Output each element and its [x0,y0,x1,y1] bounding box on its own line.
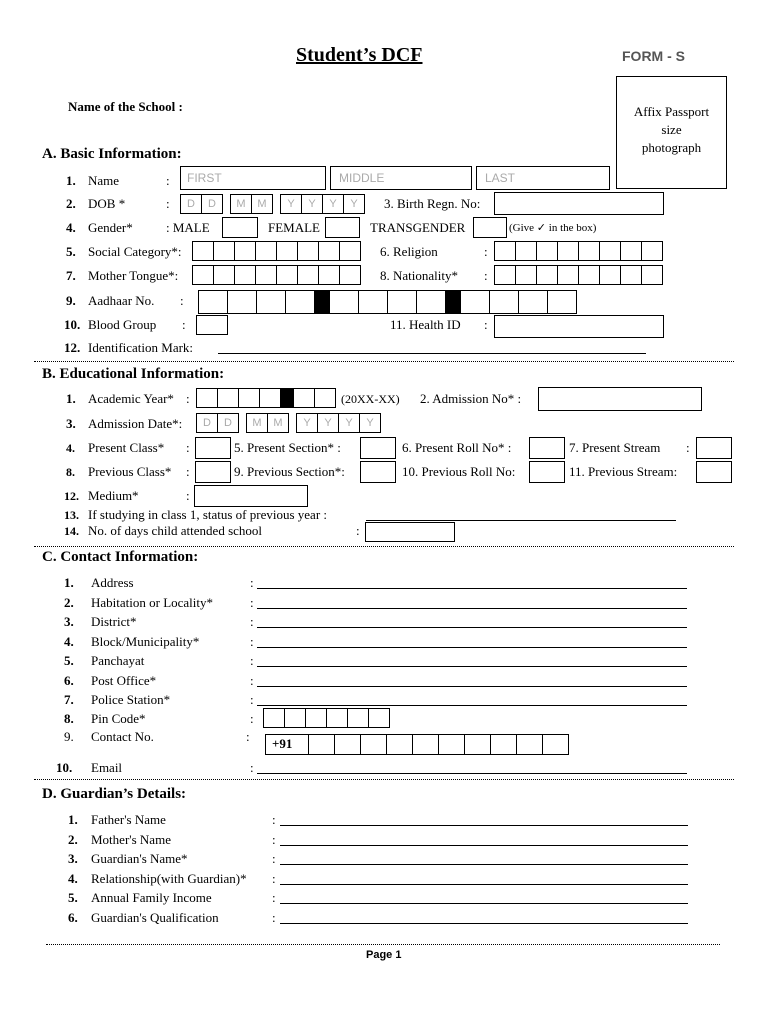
entry-cell[interactable] [326,708,348,728]
section-divider [34,361,734,362]
colon: : [272,871,276,886]
entry-cell[interactable] [276,265,298,285]
previous-class-input[interactable] [195,461,231,483]
colon: : [250,653,254,668]
entry-cell[interactable] [192,265,214,285]
dob-cell[interactable]: Y [343,194,365,214]
school-name-input[interactable] [215,96,595,116]
contact-input-line[interactable] [257,773,687,774]
previous-stream-input[interactable] [696,461,732,483]
entry-cell[interactable] [227,290,257,314]
guardian-input-line[interactable] [280,903,688,904]
male-label: : MALE [166,220,210,235]
contact-no-cells[interactable] [308,734,569,755]
item-number: 12. [64,489,79,503]
name-label: Name [88,173,120,188]
entry-cell[interactable] [536,241,558,261]
contact-label: Post Office* [91,673,157,688]
present-section-input[interactable] [360,437,396,459]
entry-cell[interactable] [255,265,277,285]
colon: : [356,523,360,538]
blood-group-input[interactable] [196,315,228,335]
entry-cell[interactable] [557,241,579,261]
contact-label: Police Station* [91,692,171,707]
colon: : [182,317,186,332]
colon: : [180,293,184,308]
item-number: 7. [66,268,76,283]
medium-input[interactable] [194,485,308,507]
present-class-label: Present Class* [88,440,165,455]
previous-section-label: 9. Previous Section*: [234,464,345,479]
item-number: 10. [64,317,81,332]
entry-cell[interactable] [536,265,558,285]
entry-cell[interactable] [234,265,256,285]
colon: : [272,832,276,847]
entry-cell[interactable] [276,241,298,261]
item-number: 3. [68,851,78,866]
item-number: 3. [66,416,76,431]
colon: : [250,634,254,649]
last-name-field[interactable] [476,166,610,190]
guardian-label: Father's Name [91,812,166,827]
religion-cells[interactable] [494,241,663,261]
contact-label: Email [91,760,123,775]
entry-cell[interactable] [599,241,621,261]
item-number: 10. [56,760,73,775]
colon: : [250,595,254,610]
entry-cell[interactable] [438,734,465,755]
class1-status-line[interactable] [366,520,676,521]
entry-cell[interactable] [599,265,621,285]
contact-input-line[interactable] [257,666,687,667]
colon: : [484,268,488,283]
entry-cell[interactable] [297,241,319,261]
entry-cell[interactable] [358,290,388,314]
entry-cell[interactable] [578,241,600,261]
item-number: 2. [66,196,76,211]
date-cell[interactable]: Y [359,413,381,433]
health-id-input[interactable] [494,315,664,338]
guardian-label: Guardian's Name* [91,851,188,866]
previous-class-label: Previous Class* [88,464,172,479]
entry-cell[interactable] [285,290,315,314]
pin-code-cells[interactable] [263,708,390,728]
admission-date-label: Admission Date*: [88,416,183,431]
entry-cell[interactable] [234,241,256,261]
colon: : [250,673,254,688]
entry-cell[interactable] [641,241,663,261]
item-number: 13. [64,508,79,522]
gender-label: Gender* [88,220,133,235]
entry-cell[interactable] [360,734,387,755]
section-divider [34,546,734,547]
entry-cell[interactable] [318,241,340,261]
previous-stream-label: 11. Previous Stream: [569,464,678,479]
health-id-label: 11. Health ID [390,317,461,332]
date-cell[interactable]: Y [338,413,360,433]
last-placeholder: LAST [485,171,516,185]
academic-year-format: (20XX-XX) [341,392,400,406]
female-checkbox[interactable] [325,217,360,238]
date-cell[interactable]: Y [296,413,318,433]
entry-cell[interactable] [339,265,361,285]
school-name-label: Name of the School : [68,99,183,114]
contact-label: Contact No. [91,729,154,744]
entry-cell[interactable] [318,265,340,285]
middle-placeholder: MIDDLE [339,171,385,185]
entry-cell[interactable] [368,708,390,728]
dob-day-cells[interactable] [180,194,223,214]
contact-input-line[interactable] [257,686,687,687]
entry-cell[interactable] [641,265,663,285]
item-number: 1. [64,575,74,590]
item-number: 4. [66,220,76,235]
section-b-heading: B. Educational Information: [42,366,225,382]
entry-cell[interactable] [518,290,548,314]
dob-month-cells[interactable] [230,194,273,214]
guardian-input-line[interactable] [280,864,688,865]
entry-cell[interactable] [238,388,260,408]
item-number: 1. [68,812,78,827]
entry-cell[interactable] [578,265,600,285]
colon: : [246,729,250,744]
admission-month-cells[interactable] [246,413,289,433]
entry-cell[interactable] [387,290,417,314]
entry-cell[interactable] [213,265,235,285]
admission-year-cells[interactable] [296,413,381,433]
item-number: 14. [64,524,79,538]
female-label: FEMALE [268,220,320,235]
contact-input-line[interactable] [257,705,687,706]
colon: : [272,910,276,925]
photo-text-3: photograph [641,140,702,155]
social-category-label: Social Category*: [88,244,182,259]
entry-cell[interactable] [192,241,214,261]
entry-cell[interactable] [305,708,327,728]
page-title: Student’s DCF [296,44,423,66]
mother-tongue-cells[interactable] [192,265,361,285]
mother-tongue-label: Mother Tongue*: [88,268,179,283]
dob-cell[interactable]: M [251,194,273,214]
entry-cell[interactable] [620,265,642,285]
guardian-label: Annual Family Income [91,890,212,905]
item-number: 4. [68,871,78,886]
item-number: 7. [64,692,74,707]
item-number: 4. [66,441,75,455]
colon: : [250,711,254,726]
form-code: FORM - S [622,48,685,64]
dob-cell[interactable]: D [201,194,223,214]
nationality-label: 8. Nationality* [380,268,458,283]
entry-cell[interactable] [255,241,277,261]
blood-group-label: Blood Group [88,317,157,332]
item-number: 8. [66,465,75,479]
guardian-label: Mother's Name [91,832,171,847]
contact-input-line[interactable] [257,627,687,628]
colon: : [272,812,276,827]
previous-roll-label: 10. Previous Roll No: [402,464,516,479]
contact-input-line[interactable] [257,647,687,648]
item-number: 2. [64,595,74,610]
separator-cell [445,290,461,314]
contact-label: Pin Code* [91,711,146,726]
academic-year-cells[interactable] [196,388,336,408]
present-class-input[interactable] [195,437,231,459]
entry-cell[interactable] [347,708,369,728]
entry-cell[interactable] [339,241,361,261]
guardian-input-line[interactable] [280,923,688,924]
entry-cell[interactable] [314,388,336,408]
date-cell[interactable]: M [267,413,289,433]
previous-section-input[interactable] [360,461,396,483]
male-checkbox[interactable] [222,217,258,238]
aadhaar-label: Aadhaar No. [88,293,155,308]
colon: : [272,851,276,866]
first-name-field[interactable] [180,166,326,190]
colon: : [686,440,690,455]
footer-divider [46,944,720,945]
previous-roll-input[interactable] [529,461,565,483]
class1-status-label: If studying in class 1, status of previous year : [88,507,328,522]
colon: : [250,692,254,707]
section-divider [34,779,734,780]
colon: : [186,488,190,503]
entry-cell[interactable] [620,241,642,261]
entry-cell[interactable] [308,734,335,755]
date-cell[interactable]: D [217,413,239,433]
entry-cell[interactable] [334,734,361,755]
guardian-label: Guardian's Qualification [91,910,219,925]
entry-cell[interactable] [412,734,439,755]
guardian-input-line[interactable] [280,884,688,885]
entry-cell[interactable] [516,734,543,755]
contact-label: Address [91,575,134,590]
present-stream-label: 7. Present Stream [569,440,661,455]
colon: : [186,464,190,479]
academic-year-label: Academic Year* [88,391,174,406]
dob-cell[interactable]: Y [280,194,302,214]
days-attended-label: No. of days child attended school [88,523,263,538]
present-roll-label: 6. Present Roll No* : [402,440,512,455]
colon: : [250,575,254,590]
contact-label: Habitation or Locality* [91,595,214,610]
contact-input-line[interactable] [257,608,687,609]
item-number: 2. [68,832,78,847]
entry-cell[interactable] [416,290,446,314]
colon: : [484,244,488,259]
dob-label: DOB * [88,196,126,211]
nationality-cells[interactable] [494,265,663,285]
id-mark-label: Identification Mark: [88,340,194,355]
item-number: 5. [68,890,78,905]
admission-no-input[interactable] [538,387,702,411]
dob-cell[interactable]: M [230,194,252,214]
item-number: 3. [64,614,74,629]
photo-text-1: Affix Passport [633,104,710,119]
item-number: 12. [64,340,81,355]
entry-cell[interactable] [297,265,319,285]
item-number: 4. [64,634,74,649]
separator-cell [280,388,294,408]
colon: : [186,391,190,406]
entry-cell[interactable] [489,290,519,314]
colon: : [250,760,254,775]
colon: : [484,317,488,332]
entry-cell[interactable] [460,290,490,314]
item-number: 5. [64,653,74,668]
item-number: 9. [64,729,74,744]
admission-no-label: 2. Admission No* : [420,391,522,406]
dob-cell[interactable]: D [180,194,202,214]
item-number: 6. [68,910,78,925]
first-placeholder: FIRST [187,171,222,185]
section-c-heading: C. Contact Information: [42,549,199,565]
contact-label: Panchayat [91,653,145,668]
give-tick-note: (Give ✓ in the box) [509,222,597,234]
admission-day-cells[interactable] [196,413,239,433]
country-code: +91 [272,736,293,751]
dob-cell[interactable]: Y [322,194,344,214]
colon: : [166,173,170,188]
entry-cell[interactable] [557,265,579,285]
item-number: 6. [64,673,74,688]
guardian-input-line[interactable] [280,825,688,826]
entry-cell[interactable] [198,290,228,314]
birth-regn-label: 3. Birth Regn. No: [384,196,481,211]
entry-cell[interactable] [329,290,359,314]
section-d-heading: D. Guardian’s Details: [42,786,187,802]
entry-cell[interactable] [494,241,516,261]
entry-cell[interactable] [386,734,413,755]
middle-name-field[interactable] [330,166,472,190]
religion-label: 6. Religion [380,244,438,259]
colon: : [250,614,254,629]
country-code-cell [265,734,309,755]
entry-cell[interactable] [490,734,517,755]
present-section-label: 5. Present Section* : [234,440,341,455]
transgender-label: TRANSGENDER [370,220,466,235]
entry-cell[interactable] [196,388,218,408]
medium-label: Medium* [88,488,139,503]
passport-photo-box[interactable] [616,76,727,189]
entry-cell[interactable] [259,388,281,408]
item-number: 5. [66,244,76,259]
days-attended-input[interactable] [365,522,455,542]
item-number: 9. [66,293,76,308]
date-cell[interactable]: D [196,413,218,433]
entry-cell[interactable] [464,734,491,755]
date-cell[interactable]: M [246,413,268,433]
entry-cell[interactable] [515,241,537,261]
transgender-checkbox[interactable] [473,217,507,238]
colon: : [272,890,276,905]
entry-cell[interactable] [256,290,286,314]
contact-input-line[interactable] [257,588,687,589]
contact-label: Block/Municipality* [91,634,200,649]
aadhaar-cells[interactable] [198,290,577,314]
birth-regn-input[interactable] [494,192,664,215]
id-mark-line[interactable] [218,353,646,354]
section-a-heading: A. Basic Information: [42,146,182,162]
social-category-cells[interactable] [192,241,361,261]
entry-cell[interactable] [515,265,537,285]
item-number: 8. [64,711,74,726]
present-roll-input[interactable] [529,437,565,459]
entry-cell[interactable] [547,290,577,314]
entry-cell[interactable] [284,708,306,728]
dob-cell[interactable]: Y [301,194,323,214]
entry-cell[interactable] [263,708,285,728]
item-number: 1. [66,173,76,188]
dob-year-cells[interactable] [280,194,365,214]
item-number: 1. [66,391,76,406]
date-cell[interactable]: Y [317,413,339,433]
colon: : [166,196,170,211]
guardian-input-line[interactable] [280,845,688,846]
contact-label: District* [91,614,137,629]
photo-text-2: size [661,122,682,137]
entry-cell[interactable] [213,241,235,261]
separator-cell [314,290,330,314]
colon: : [186,440,190,455]
page-number: Page 1 [366,949,402,961]
guardian-label: Relationship(with Guardian)* [91,871,247,886]
present-stream-input[interactable] [696,437,732,459]
entry-cell[interactable] [494,265,516,285]
entry-cell[interactable] [293,388,315,408]
entry-cell[interactable] [217,388,239,408]
entry-cell[interactable] [542,734,569,755]
